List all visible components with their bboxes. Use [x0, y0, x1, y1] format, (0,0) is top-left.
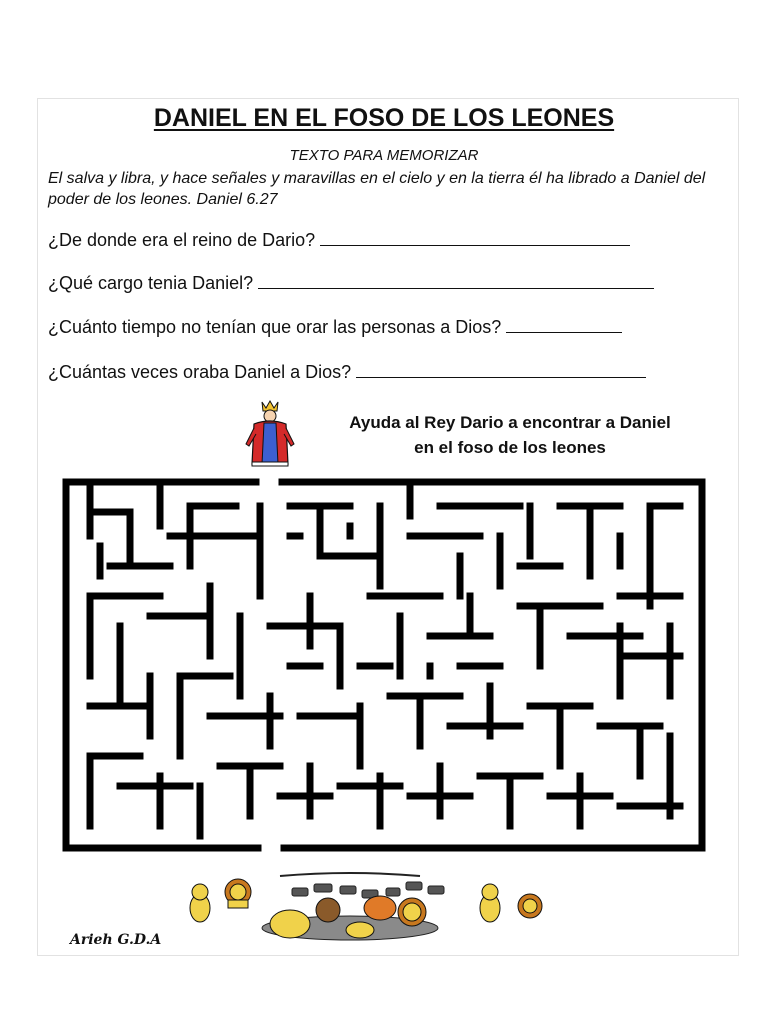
page-title: DANIEL EN EL FOSO DE LOS LEONES — [153, 104, 615, 132]
lion-icon — [190, 884, 210, 922]
question-4-text: ¿Cuántas veces oraba Daniel a Dios? — [48, 362, 352, 382]
question-2-text: ¿Qué cargo tenia Daniel? — [48, 273, 254, 293]
question-1-text: ¿De donde era el reino de Dario? — [48, 230, 316, 250]
question-3 — [48, 316, 622, 338]
question-3-text: ¿Cuánto tiempo no tenían que orar las personas a Dios? — [48, 317, 502, 337]
king-dario-icon — [240, 398, 300, 468]
question-1 — [48, 229, 630, 251]
maze-instruction-line-2: en el foso de los leones — [414, 438, 606, 457]
maze-instruction-line-1: Ayuda al Rey Dario a encontrar a Daniel — [349, 413, 671, 432]
answer-line-2[interactable] — [258, 272, 654, 289]
signature: Arieh G.D.A — [70, 932, 162, 948]
question-2 — [48, 272, 654, 294]
maze-instructions — [300, 410, 720, 460]
maze[interactable] — [60, 476, 708, 854]
answer-line-4[interactable] — [356, 361, 646, 378]
lions-den-scene — [180, 872, 560, 944]
memorize-heading: TEXTO PARA MEMORIZAR — [289, 147, 479, 164]
answer-line-1[interactable] — [320, 229, 630, 246]
question-4 — [48, 361, 646, 383]
memory-verse: El salva y libra, y hace señales y maravillas en el cielo y en la tierra él ha librado a Daniel del poder de los leones. Daniel 6.27 — [48, 170, 706, 208]
answer-line-3[interactable] — [506, 316, 622, 333]
